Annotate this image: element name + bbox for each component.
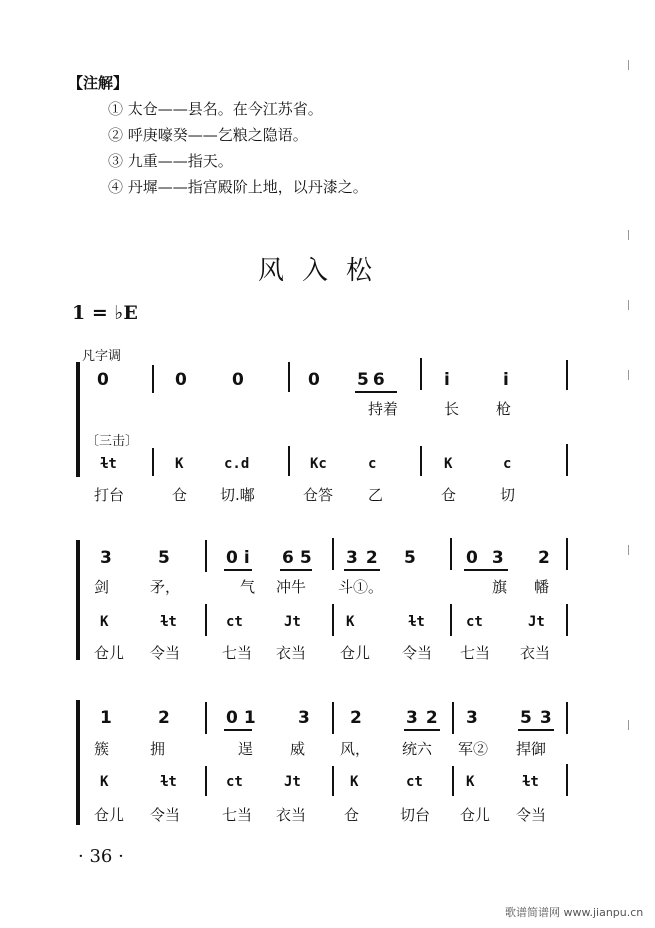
lyric: 剑 <box>94 578 110 596</box>
perc-syllable: 切.嘟 <box>220 486 255 504</box>
barline <box>566 538 568 570</box>
note: 3 <box>100 548 112 568</box>
beam <box>344 569 380 571</box>
perc-syllable: 令当 <box>150 806 181 824</box>
perc-syllable: 衣当 <box>276 644 307 662</box>
note: 0 <box>308 370 320 390</box>
perc-note: ɫt <box>100 456 117 472</box>
perc-note: Kc <box>310 456 327 472</box>
barline <box>205 540 207 572</box>
barline <box>288 446 290 476</box>
lyric: 威 <box>290 740 306 758</box>
lyric: 气 <box>240 578 256 596</box>
note: 53 <box>520 708 560 728</box>
margin-mark <box>628 545 629 555</box>
barline <box>566 360 568 390</box>
system-bracket <box>76 362 80 477</box>
margin-mark <box>628 370 629 380</box>
perc-syllable: 七当 <box>222 644 253 662</box>
lyric: 斗①。 <box>338 578 384 596</box>
perc-note: ɫt <box>160 774 177 790</box>
perc-syllable: 衣当 <box>520 644 551 662</box>
perc-syllable: 仓答 <box>303 486 334 504</box>
barline <box>566 764 568 796</box>
note-item: ① 太仓——县名。在今江苏省。 <box>108 100 323 118</box>
perc-syllable: 仓儿 <box>94 644 125 662</box>
perc-note: K <box>466 774 475 790</box>
watermark: 歌谱简谱网 www.jianpu.cn <box>505 906 644 919</box>
beam <box>518 729 554 731</box>
beam <box>224 569 252 571</box>
margin-mark <box>628 300 629 310</box>
margin-mark <box>628 720 629 730</box>
note: 2 <box>350 708 362 728</box>
perc-syllable: 切 <box>500 486 516 504</box>
barline <box>332 766 334 796</box>
perc-note: c <box>368 456 377 472</box>
mode-label: 凡字调 <box>82 349 122 364</box>
system-bracket <box>76 700 80 825</box>
lyric: 旗 <box>492 578 508 596</box>
lyric: 幡 <box>534 578 550 596</box>
barline <box>566 604 568 636</box>
note: 5 <box>158 548 170 568</box>
system-bracket <box>76 540 80 660</box>
note: 2 <box>158 708 170 728</box>
barline <box>450 538 452 570</box>
lyric: 冲牛 <box>276 578 307 596</box>
perc-syllable: 仓 <box>172 486 188 504</box>
perc-syllable: 仓儿 <box>94 806 125 824</box>
perc-note: c <box>503 456 512 472</box>
note: 65 <box>282 548 318 568</box>
beam <box>280 569 312 571</box>
lyric: 矛， <box>150 578 181 596</box>
barline <box>452 702 454 734</box>
perc-syllable: 仓儿 <box>460 806 491 824</box>
barline <box>420 358 422 390</box>
perc-note: K <box>100 774 109 790</box>
note-item: ④ 丹墀——指宫殿阶上地，以丹漆之。 <box>108 178 368 196</box>
perc-note: K <box>346 614 355 630</box>
perc-syllable: 令当 <box>402 644 433 662</box>
lyric: 捍御 <box>516 740 547 758</box>
barline <box>288 362 290 392</box>
barline <box>332 538 334 570</box>
perc-syllable: 衣当 <box>276 806 307 824</box>
beam <box>464 569 508 571</box>
perc-note: ct <box>226 774 243 790</box>
perc-syllable: 七当 <box>222 806 253 824</box>
barline <box>566 702 568 734</box>
lyric: 统六 <box>402 740 433 758</box>
perc-note: ɫt <box>160 614 177 630</box>
page-number: · 36 · <box>78 846 124 867</box>
note: 32 <box>346 548 386 568</box>
beam <box>224 729 252 731</box>
note: 3 <box>466 708 478 728</box>
perc-note: ct <box>226 614 243 630</box>
note: 0 <box>175 370 187 390</box>
barline <box>205 702 207 734</box>
lyric: 逞 <box>238 740 254 758</box>
perc-label: 〔三击〕 <box>86 434 139 449</box>
note: 32 <box>406 708 446 728</box>
perc-note: ɫt <box>408 614 425 630</box>
note: 01 <box>226 708 262 728</box>
perc-syllable: 打台 <box>94 486 125 504</box>
perc-note: ɫt <box>522 774 539 790</box>
perc-note: Jt <box>284 614 301 630</box>
barline <box>152 448 154 476</box>
note: i <box>444 370 450 390</box>
note: 2 <box>538 548 550 568</box>
margin-mark <box>628 230 629 240</box>
page-title: 风入松 <box>258 256 391 286</box>
barline <box>566 444 568 476</box>
perc-note: c.d <box>224 456 250 472</box>
note: 03 <box>466 548 518 568</box>
barline <box>420 446 422 476</box>
note: 0i <box>226 548 256 568</box>
perc-syllable: 仓 <box>344 806 360 824</box>
perc-note: Jt <box>284 774 301 790</box>
lyric: 军② <box>458 740 489 758</box>
barline <box>452 766 454 796</box>
lyric: 风， <box>340 740 371 758</box>
barline <box>450 604 452 636</box>
perc-syllable: 仓儿 <box>340 644 371 662</box>
note-item: ② 呼庚嚎癸——乞粮之隐语。 <box>108 126 308 144</box>
note: i <box>503 370 509 390</box>
beam <box>404 729 440 731</box>
perc-note: K <box>175 456 184 472</box>
key-signature: 1 = ♭E <box>72 302 138 324</box>
lyric: 持着 <box>368 400 399 418</box>
note: 3 <box>298 708 310 728</box>
perc-syllable: 七当 <box>460 644 491 662</box>
note-item: ③ 九重——指天。 <box>108 152 233 170</box>
note: 5 <box>404 548 416 568</box>
perc-syllable: 仓 <box>441 486 457 504</box>
perc-note: K <box>444 456 453 472</box>
lyric: 长 <box>444 400 460 418</box>
note: 0 <box>97 370 109 390</box>
notes-heading: 【注解】 <box>68 74 129 92</box>
lyric: 簇 <box>94 740 110 758</box>
note: 0 <box>232 370 244 390</box>
beam <box>355 391 397 393</box>
barline <box>205 604 207 636</box>
barline <box>332 702 334 734</box>
margin-mark <box>628 60 629 70</box>
note: 1 <box>100 708 112 728</box>
perc-note: K <box>350 774 359 790</box>
perc-note: Jt <box>528 614 545 630</box>
perc-syllable: 乙 <box>368 486 384 504</box>
perc-note: ct <box>406 774 423 790</box>
lyric: 拥 <box>150 740 166 758</box>
note: 56 <box>357 370 389 390</box>
lyric: 枪 <box>496 400 512 418</box>
perc-note: K <box>100 614 109 630</box>
barline <box>152 365 154 393</box>
perc-syllable: 令当 <box>516 806 547 824</box>
barline <box>332 604 334 636</box>
perc-note: ct <box>466 614 483 630</box>
barline <box>205 766 207 796</box>
perc-syllable: 切台 <box>400 806 431 824</box>
perc-syllable: 令当 <box>150 644 181 662</box>
